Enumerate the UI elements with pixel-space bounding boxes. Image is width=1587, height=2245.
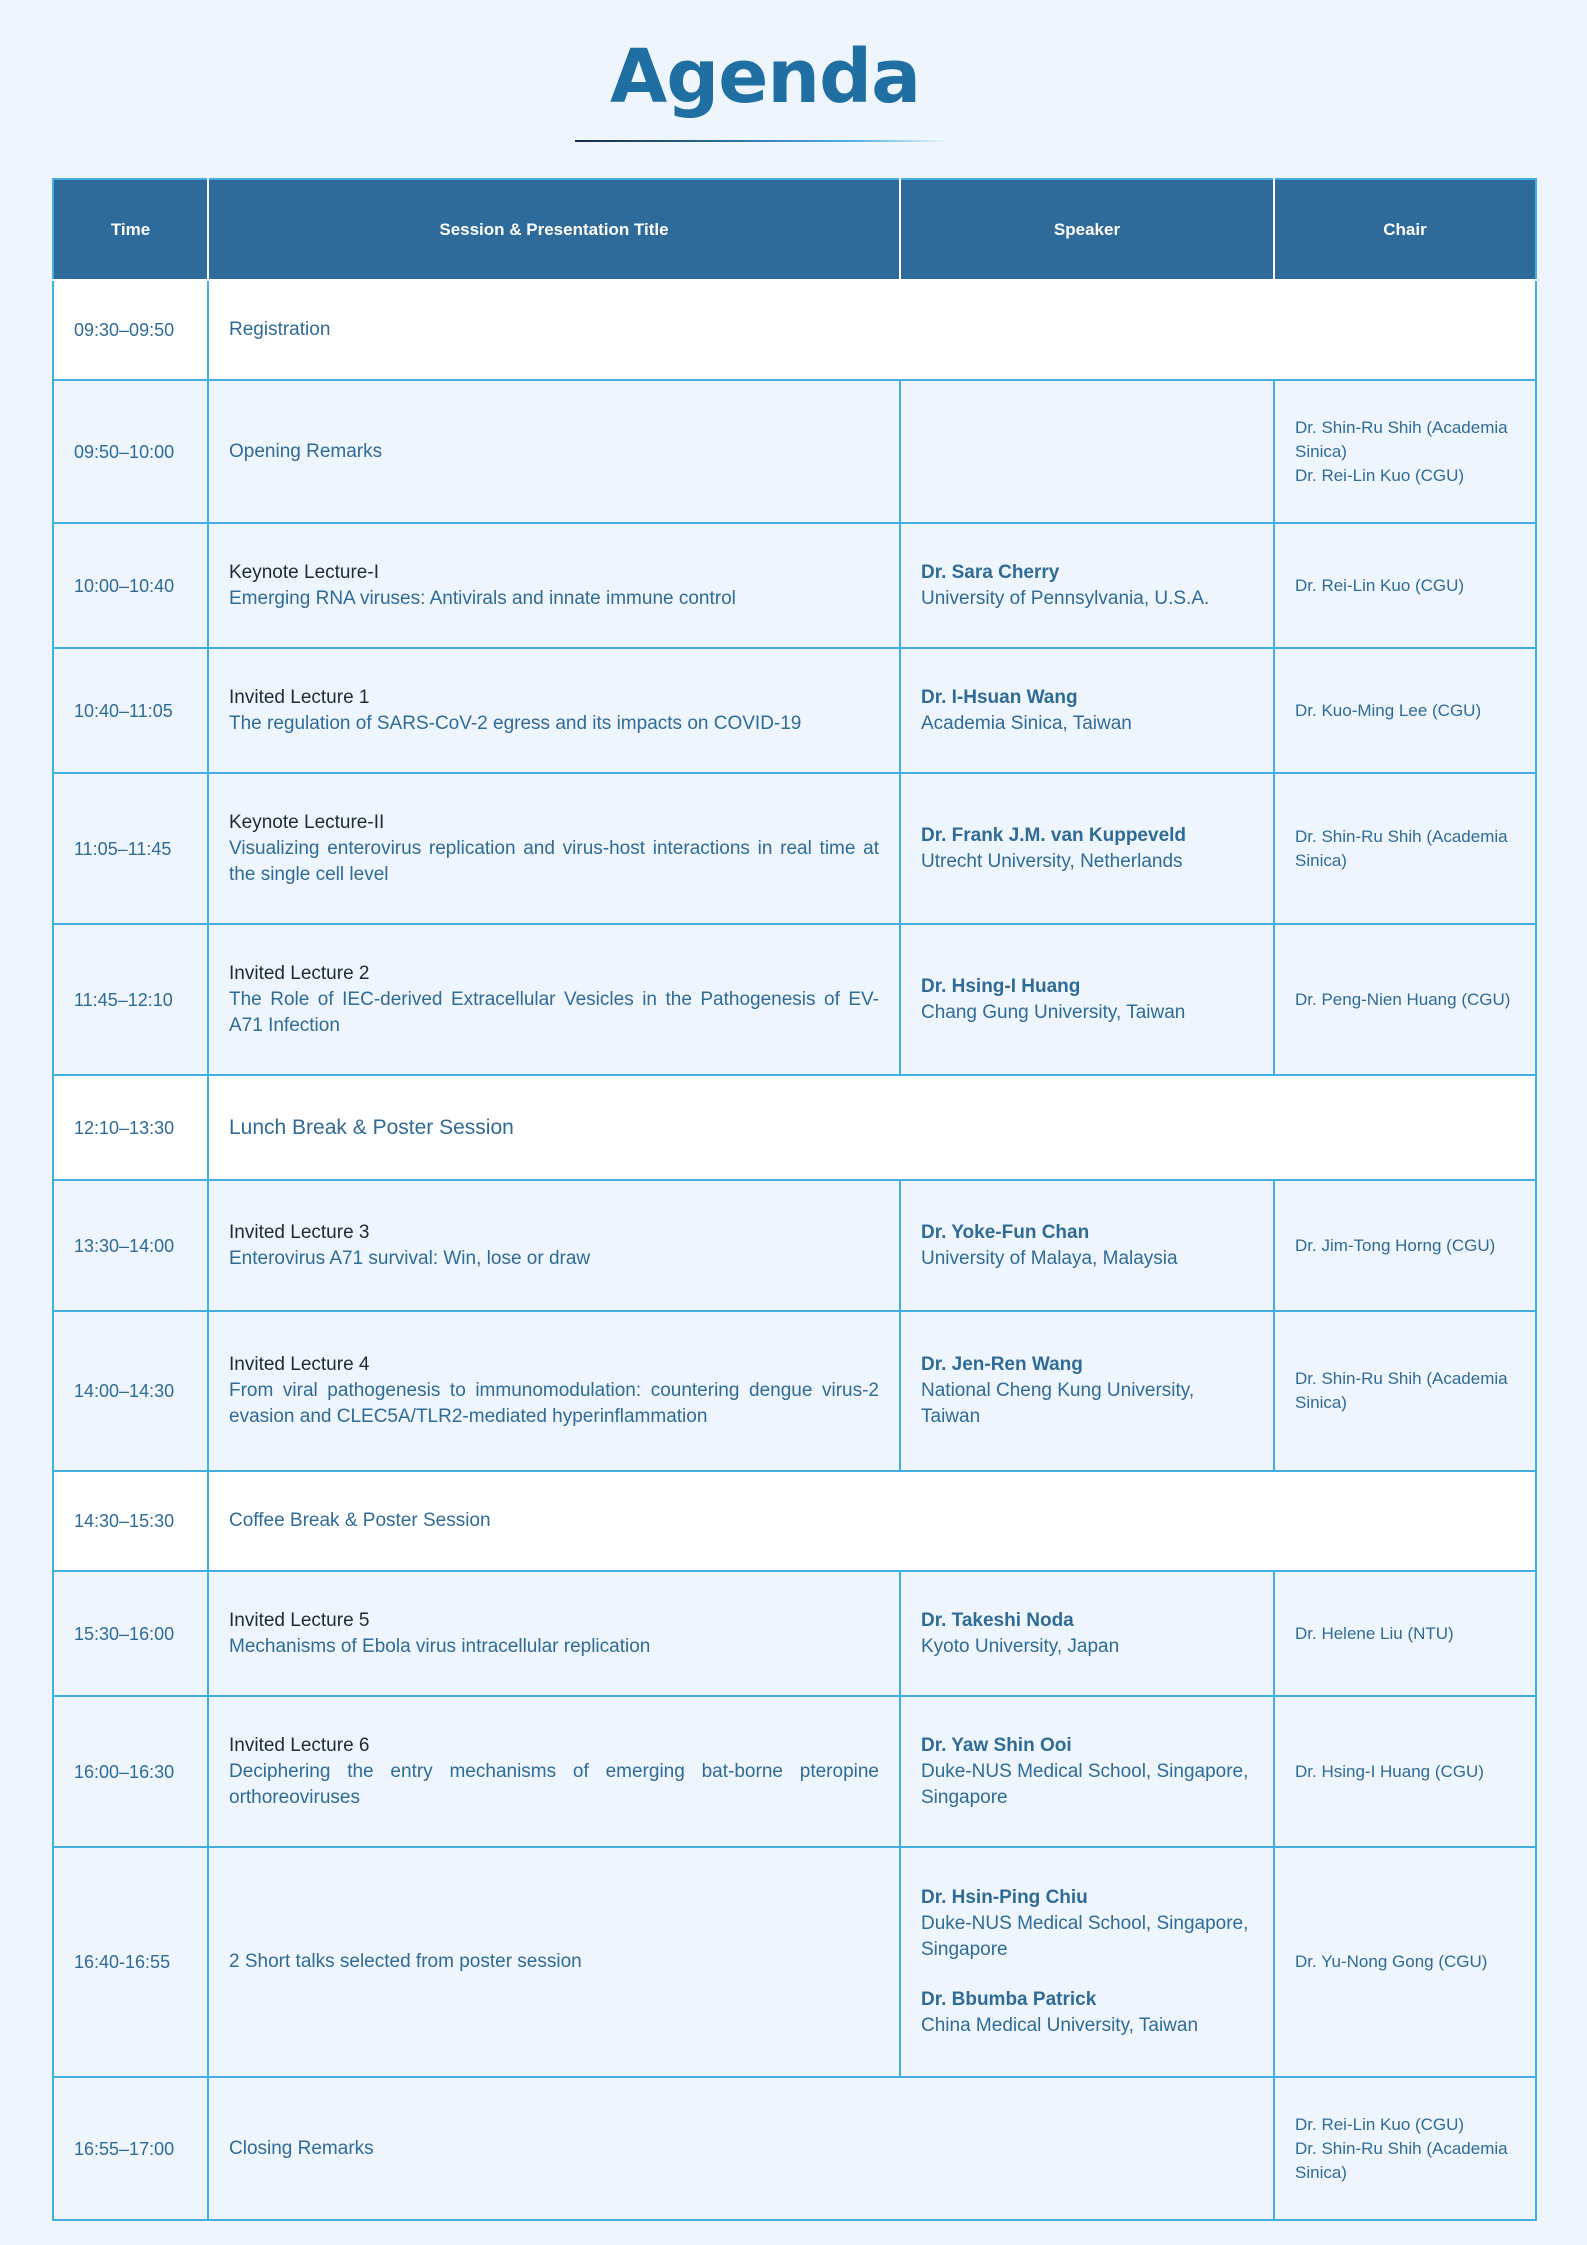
speaker-cell xyxy=(900,924,1274,1075)
speaker-name: Dr. Sara Cherry xyxy=(921,561,1060,583)
speaker-name: Dr. Jen-Ren Wang xyxy=(921,1354,1083,1375)
speaker-name: Dr. Takeshi Noda xyxy=(921,1609,1074,1631)
speaker-cell xyxy=(900,380,1274,523)
speaker-name: Dr. I-Hsuan Wang xyxy=(921,686,1078,708)
header-speaker: Speaker xyxy=(900,179,1274,280)
chair-cell xyxy=(1274,773,1536,924)
time-cell: 10:40–11:05 xyxy=(53,648,208,773)
session-title: Deciphering the entry mechanisms of emerging bat-borne pteropine orthoreoviruses xyxy=(229,1760,879,1808)
table-row xyxy=(53,380,1536,523)
session-cell xyxy=(208,1180,900,1311)
chair-name: Dr. Yu-Nong Gong (CGU) xyxy=(1295,1952,1488,1971)
table-row xyxy=(53,924,1536,1075)
table-row xyxy=(53,280,1536,380)
speaker-cell xyxy=(900,523,1274,648)
session-label: Invited Lecture 4 xyxy=(229,1354,370,1375)
header-session: Session & Presentation Title xyxy=(208,179,900,280)
chair-cell xyxy=(1274,1311,1536,1471)
session-cell xyxy=(208,2077,1274,2220)
title-underline xyxy=(575,140,950,142)
session-title: Coffee Break & Poster Session xyxy=(229,1510,491,1531)
speaker-affiliation: University of Malaya, Malaysia xyxy=(921,1247,1178,1269)
chair-cell xyxy=(1274,2077,1536,2220)
table-row xyxy=(53,1571,1536,1696)
session-label: Invited Lecture 6 xyxy=(229,1734,370,1756)
session-title: From viral pathogenesis to immunomodulation: countering dengue virus-2 evasion and CLEC5A/TLR2-mediated hyperinflammation xyxy=(229,1380,879,1427)
chair-name: Dr. Shin-Ru Shih (Academia Sinica) xyxy=(1295,826,1508,870)
speaker-name: Dr. Yaw Shin Ooi xyxy=(921,1734,1072,1756)
chair-name: Dr. Shin-Ru Shih (Academia Sinica) xyxy=(1295,2138,1508,2182)
time-cell: 11:05–11:45 xyxy=(53,773,208,924)
speaker-affiliation: Chang Gung University, Taiwan xyxy=(921,1001,1186,1023)
time-cell: 16:40-16:55 xyxy=(53,1847,208,2077)
table-row xyxy=(53,1847,1536,2077)
table-row xyxy=(53,1471,1536,1571)
session-cell xyxy=(208,1571,900,1696)
chair-name: Dr. Hsing-I Huang (CGU) xyxy=(1295,1761,1484,1781)
speaker-affiliation: Duke-NUS Medical School, Singapore, Singapore xyxy=(921,1760,1249,1808)
chair-cell xyxy=(1274,924,1536,1075)
session-label: Invited Lecture 1 xyxy=(229,686,370,708)
session-label: Invited Lecture 3 xyxy=(229,1221,370,1243)
header-chair: Chair xyxy=(1274,179,1536,280)
table-row xyxy=(53,648,1536,773)
speaker-cell xyxy=(900,1311,1274,1471)
speaker-affiliation: National Cheng Kung University, Taiwan xyxy=(921,1380,1195,1427)
chair-name: Dr. Rei-Lin Kuo (CGU) xyxy=(1295,575,1465,595)
session-cell xyxy=(208,1847,900,2077)
table-row xyxy=(53,523,1536,648)
table-row xyxy=(53,1075,1536,1180)
page-title: Agenda xyxy=(609,34,921,120)
time-cell: 09:30–09:50 xyxy=(53,280,208,380)
table-row xyxy=(53,1180,1536,1311)
speaker-cell xyxy=(900,1180,1274,1311)
speaker-name: Dr. Hsin-Ping Chiu xyxy=(921,1887,1088,1908)
session-title: The Role of IEC-derived Extracellular Vesicles in the Pathogenesis of EV-A71 Infection xyxy=(229,988,879,1036)
session-label: Keynote Lecture-I xyxy=(229,561,379,583)
speaker-name: Dr. Bbumba Patrick xyxy=(921,1989,1097,2010)
chair-name: Dr. Peng-Nien Huang (CGU) xyxy=(1295,989,1511,1009)
speaker-name: Dr. Frank J.M. van Kuppeveld xyxy=(921,824,1187,846)
speaker-name: Dr. Yoke-Fun Chan xyxy=(921,1221,1090,1243)
chair-name: Dr. Rei-Lin Kuo (CGU) xyxy=(1295,465,1465,485)
session-cell xyxy=(208,1471,1536,1571)
chair-name: Dr. Rei-Lin Kuo (CGU) xyxy=(1295,2114,1465,2134)
session-title: Lunch Break & Poster Session xyxy=(229,1116,514,1139)
speaker-cell xyxy=(900,1571,1274,1696)
session-cell xyxy=(208,648,900,773)
session-cell xyxy=(208,1696,900,1847)
time-cell: 16:55–17:00 xyxy=(53,2077,208,2220)
speaker-name: Dr. Hsing-I Huang xyxy=(921,975,1081,997)
session-cell xyxy=(208,380,900,523)
session-label: Invited Lecture 5 xyxy=(229,1609,370,1631)
table-row xyxy=(53,1311,1536,1471)
time-cell: 13:30–14:00 xyxy=(53,1180,208,1311)
session-title: Opening Remarks xyxy=(229,440,383,462)
chair-cell xyxy=(1274,1571,1536,1696)
chair-cell xyxy=(1274,523,1536,648)
time-cell: 10:00–10:40 xyxy=(53,523,208,648)
session-title: Registration xyxy=(229,319,331,340)
chair-cell xyxy=(1274,648,1536,773)
speaker-affiliation: Kyoto University, Japan xyxy=(921,1635,1120,1657)
table-row xyxy=(53,2077,1536,2220)
speaker-affiliation: China Medical University, Taiwan xyxy=(921,2015,1199,2036)
session-label: Keynote Lecture-II xyxy=(229,811,385,833)
speaker-cell xyxy=(900,1847,1274,2077)
session-cell xyxy=(208,1075,1536,1180)
time-cell: 14:00–14:30 xyxy=(53,1311,208,1471)
time-cell: 09:50–10:00 xyxy=(53,380,208,523)
session-cell xyxy=(208,773,900,924)
speaker-cell xyxy=(900,773,1274,924)
agenda-table xyxy=(52,178,1537,2221)
chair-cell xyxy=(1274,1180,1536,1311)
session-title: Visualizing enterovirus replication and virus-host interactions in real time at the single cell level xyxy=(229,837,879,885)
chair-name: Dr. Helene Liu (NTU) xyxy=(1295,1623,1454,1643)
speaker-affiliation: University of Pennsylvania, U.S.A. xyxy=(921,587,1210,609)
session-cell xyxy=(208,1311,900,1471)
session-title: Emerging RNA viruses: Antivirals and innate immune control xyxy=(229,587,736,609)
chair-name: Dr. Jim-Tong Horng (CGU) xyxy=(1295,1235,1496,1255)
chair-cell xyxy=(1274,1696,1536,1847)
session-title: Closing Remarks xyxy=(229,2137,374,2159)
session-cell xyxy=(208,280,1536,380)
session-title: 2 Short talks selected from poster session xyxy=(229,1951,582,1972)
session-title: Enterovirus A71 survival: Win, lose or draw xyxy=(229,1247,591,1269)
chair-name: Dr. Shin-Ru Shih (Academia Sinica) xyxy=(1295,417,1508,461)
table-row xyxy=(53,1696,1536,1847)
session-title: The regulation of SARS-CoV-2 egress and its impacts on COVID-19 xyxy=(229,712,802,734)
table-row xyxy=(53,773,1536,924)
session-title: Mechanisms of Ebola virus intracellular replication xyxy=(229,1635,651,1657)
header-row xyxy=(53,179,1536,280)
time-cell: 12:10–13:30 xyxy=(53,1075,208,1180)
speaker-gap xyxy=(921,1963,1253,1987)
session-cell xyxy=(208,924,900,1075)
time-cell: 15:30–16:00 xyxy=(53,1571,208,1696)
session-label: Invited Lecture 2 xyxy=(229,962,370,984)
speaker-cell xyxy=(900,648,1274,773)
time-cell: 11:45–12:10 xyxy=(53,924,208,1075)
speaker-cell xyxy=(900,1696,1274,1847)
chair-cell xyxy=(1274,380,1536,523)
chair-name: Dr. Kuo-Ming Lee (CGU) xyxy=(1295,700,1482,720)
time-cell: 14:30–15:30 xyxy=(53,1471,208,1571)
header-time: Time xyxy=(53,179,208,280)
time-cell: 16:00–16:30 xyxy=(53,1696,208,1847)
session-cell xyxy=(208,523,900,648)
chair-cell xyxy=(1274,1847,1536,2077)
chair-name: Dr. Shin-Ru Shih (Academia Sinica) xyxy=(1295,1369,1508,1412)
speaker-affiliation: Utrecht University, Netherlands xyxy=(921,850,1183,872)
speaker-affiliation: Duke-NUS Medical School, Singapore, Singapore xyxy=(921,1913,1249,1960)
speaker-affiliation: Academia Sinica, Taiwan xyxy=(921,712,1132,734)
